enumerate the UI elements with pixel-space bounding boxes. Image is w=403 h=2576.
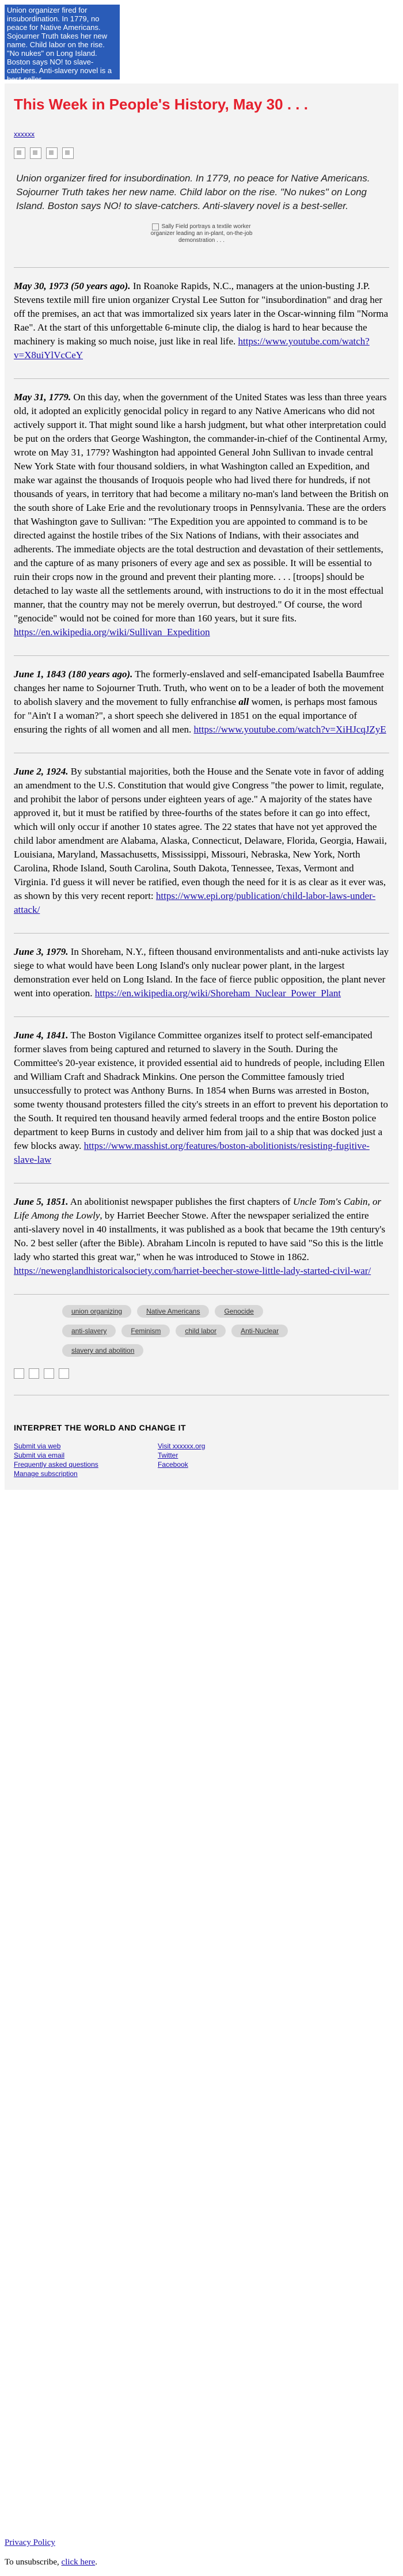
divider (14, 933, 389, 934)
item-date: June 5, 1851. (14, 1196, 69, 1207)
tag[interactable]: Native Americans (137, 1305, 209, 1318)
share-twitter-icon[interactable] (30, 147, 41, 159)
item-date: June 3, 1979. (14, 946, 69, 957)
history-item (14, 390, 389, 639)
tag[interactable]: Genocide (215, 1305, 263, 1318)
history-item (14, 1029, 389, 1167)
tag[interactable]: slavery and abolition (62, 1344, 143, 1357)
book-title: Uncle Tom's Cabin, or Life Among the Lowly (14, 1196, 382, 1221)
tag[interactable]: Anti-Nuclear (231, 1325, 288, 1337)
share-buttons (14, 147, 389, 159)
history-item (14, 279, 389, 362)
tag[interactable]: child labor (176, 1325, 226, 1337)
deck-summary: Union organizer fired for insubordination. In 1779, no peace for Native Americans. Sojourner Truth takes her new name. Child labor on the rise. "No nukes" on Long Island. Boston says NO! to slave-catchers. Anti-slavery novel is a best-seller. (16, 173, 370, 211)
footer-link[interactable]: Twitter (158, 1451, 178, 1459)
divider (14, 655, 389, 656)
history-item (14, 667, 389, 737)
history-item (14, 765, 389, 917)
newsletter-container (5, 84, 398, 1490)
divider (14, 1016, 389, 1017)
item-date: May 31, 1779. (14, 392, 71, 403)
footer-link[interactable]: Facebook (158, 1460, 188, 1469)
headline[interactable]: This Week in People's History, May 30 . . . (14, 96, 308, 113)
share-link-icon[interactable] (62, 147, 74, 159)
footer-link[interactable]: Visit xxxxxx.org (158, 1442, 206, 1450)
item-link[interactable]: https://www.masshist.org/features/boston-abolitionists/resisting-fugitive-slave-law (14, 1140, 370, 1165)
item-text: , by Harriet Beecher Stowe. After the newspaper serialized the entire anti-slavery novel in 40 installments, it was published as a book that became the 19th century's No. 2 best seller (after the Bible). Abraham Lincoln is reputed to have said "So this is the little lady who started this great war," when he was introduced to Stowe in 1862. (14, 1210, 386, 1262)
history-item (14, 1195, 389, 1278)
share-buttons-bottom (14, 1368, 389, 1379)
item-link[interactable]: https://www.epi.org/publication/child-labor-laws-under-attack/ (14, 890, 376, 915)
footer-link[interactable]: Submit via web (14, 1442, 61, 1450)
share-email-icon[interactable] (46, 147, 58, 159)
tag-list (62, 1305, 304, 1364)
item-text: By substantial majorities, both the House and the Senate vote in favor of adding an amendment to the U.S. Constitution that would give Congress "the power to limit, regulate, and prohibit the labor of persons under eighteen years of age." A majority of the states have approved it, but it must be ratified by three-fourths of the states before it can go into effect, which will only occur if another 10 states agree. The 22 states that have not yet approved the child labor amendment are Alabama, Alaska, Connecticut, Delaware, Florida, Georgia, Hawaii, Louisiana, Maryland, Massachusetts, Mississippi, Missouri, Nebraska, New York, North Carolina, Rhode Island, South Carolina, South Dakota, Tennessee, Texas, Vermont and Virginia. I'd guess it will never be ratified, even though the need for it is as clear as it ever was, as shown by this very recent report: (14, 766, 387, 901)
footer-link[interactable]: Manage subscription (14, 1470, 78, 1478)
item-text: On this day, when the government of the United States was less than three years old, it adopted an explicitly genocidal policy in regard to any Native Americans who did not actively support it. That might sound like a harsh judgment, but what other interpretation could be put on the orders that George Washington, the commander-in-chief of the Continental Army, wrote on May 31, 1779? Washington had appointed General John Sullivan to invade central New York State with four thousand soldiers, in what Washington called an Expedition, and make war against the thousands of Iroquois people who had lived there for hundreds, if not thousands of years, in territory that had become a military no-man's land between the British on the south shore of Lake Erie and the revolutionary troops in Pennsylvania. These are the orders that Washington gave to Sullivan: "The Expedition you are appointed to command is to be directed against the hostile tribes of the Six Nations of Indians, with their associates and adherents. The immediate objects are the total destruction and devastation of their settlements, and the capture of as many prisoners of every age and sex as possible. It will be essential to ruin their crops now in the ground and prevent their planting more. . . . [troops] should be detached to lay waste all the settlements around, with instructions to do it in the most effectual manner, that the country may not be merely overrun, but destroyed." Of course, the word "genocide" would not be coined for more than 160 years, but it sure fits. (14, 392, 389, 624)
divider (14, 267, 389, 268)
footer-link[interactable]: Submit via email (14, 1451, 65, 1459)
item-link[interactable]: https://en.wikipedia.org/wiki/Sullivan_Expedition (14, 627, 210, 638)
share-email-icon[interactable] (44, 1368, 54, 1379)
footer-title: INTERPRET THE WORLD AND CHANGE IT (14, 1423, 187, 1432)
item-link[interactable]: https://www.youtube.com/watch?v=XiHJcqJZyE (193, 724, 386, 735)
privacy-policy-link[interactable]: Privacy Policy (5, 2538, 55, 2547)
item-text: The Boston Vigilance Committee organizes itself to protect self-emancipated former slaves from being captured and returned to slavery in the South. During the Committee's 20-year existence, it provided essential aid to hundreds of people, including Ellen and William Craft and Shadrack Minkins. One person the Committee famously tried unsuccessfully to protect was Anthony Burns. In 1854 when Burns was arrested in Boston, some twenty thousand protesters filled the city's streets in an effort to prevent his deportation to the South. It required ten thousand heavily armed federal troops and the entire Boston police department to keep Burns in custody and deliver him from jail to a ship that was docked just a few blocks away. (14, 1030, 389, 1151)
unsubscribe-end: . (95, 2558, 97, 2567)
unsubscribe-link[interactable]: click here (61, 2558, 96, 2567)
photo-placeholder (141, 223, 262, 251)
share-link-icon[interactable] (59, 1368, 69, 1379)
tag[interactable]: anti-slavery (62, 1325, 116, 1337)
item-date: June 1, 1843 (180 years ago). (14, 669, 133, 680)
item-text: An abolitionist newspaper publishes the first chapters of (68, 1196, 293, 1207)
legal-footer (5, 2537, 97, 2576)
tag[interactable]: union organizing (62, 1305, 131, 1318)
divider (14, 1294, 389, 1295)
item-date: May 30, 1973 (50 years ago). (14, 280, 131, 291)
tag[interactable]: Feminism (121, 1325, 170, 1337)
item-text: The formerly-enslaved and self-emancipated Isabella Baumfree changes her name to Sojourner Truth. Truth, who went on to be a leader of both the movement to abolish slavery and the movement to fully enfranchise (14, 669, 385, 707)
item-text: In Shoreham, N.Y., fifteen thousand environmentalists and anti-nuke activists lay siege to what would have been Long Island's only nuclear power plant, in the largest demonstration ever held on Long Island. In the face of fierce public opposition, the plant never went into operation. (14, 946, 389, 999)
share-twitter-icon[interactable] (29, 1368, 39, 1379)
item-text: women, is perhaps most famous for "Ain't I a woman?", a short speech she delivered in 1851 on the equal importance of ensuring the rights of all women and all men. (14, 696, 378, 735)
broken-image-icon (152, 223, 159, 230)
unsubscribe-text: To unsubscribe, (5, 2558, 62, 2567)
divider (14, 378, 389, 379)
item-date: June 4, 1841. (14, 1030, 69, 1041)
preview-image-alt-text: Union organizer fired for insubordination. In 1779, no peace for Native Americans. Sojourner Truth takes her new name. Child labor on the rise. "No nukes" on Long Island. Boston says NO! to slave-catchers. Anti-slavery novel is a best-seller. (5, 5, 120, 79)
item-link[interactable]: https://www.youtube.com/watch?v=X8uiYlVcCeY (14, 336, 370, 361)
share-facebook-icon[interactable] (14, 147, 25, 159)
item-emphasis: all (238, 696, 249, 707)
footer-links (14, 1441, 389, 1478)
share-facebook-icon[interactable] (14, 1368, 24, 1379)
item-date: June 2, 1924. (14, 766, 69, 777)
photo-caption: Sally Field portrays a textile worker organizer leading an in-plant, on-the-job demonstration . . . (150, 223, 253, 244)
item-link[interactable]: https://newenglandhistoricalsociety.com/harriet-beecher-stowe-little-lady-started-civil-war/ (14, 1265, 371, 1276)
site-link[interactable]: xxxxxx (14, 130, 35, 138)
item-text: In Roanoke Rapids, N.C., managers at the union-busting J.P. Stevens textile mill fire union organizer Crystal Lee Sutton for "insubordination" and drag her off the premises, an act that was immortalized six years later in the Oscar-winning film "Norma Rae". At the start of this unforgettable 6-minute clip, the dialog is hard to hear because the machinery is making so much noise, just like in real life. (14, 280, 389, 347)
item-link[interactable]: https://en.wikipedia.org/wiki/Shoreham_Nuclear_Power_Plant (94, 988, 341, 999)
history-item (14, 945, 389, 1000)
footer-link[interactable]: Frequently asked questions (14, 1460, 98, 1469)
